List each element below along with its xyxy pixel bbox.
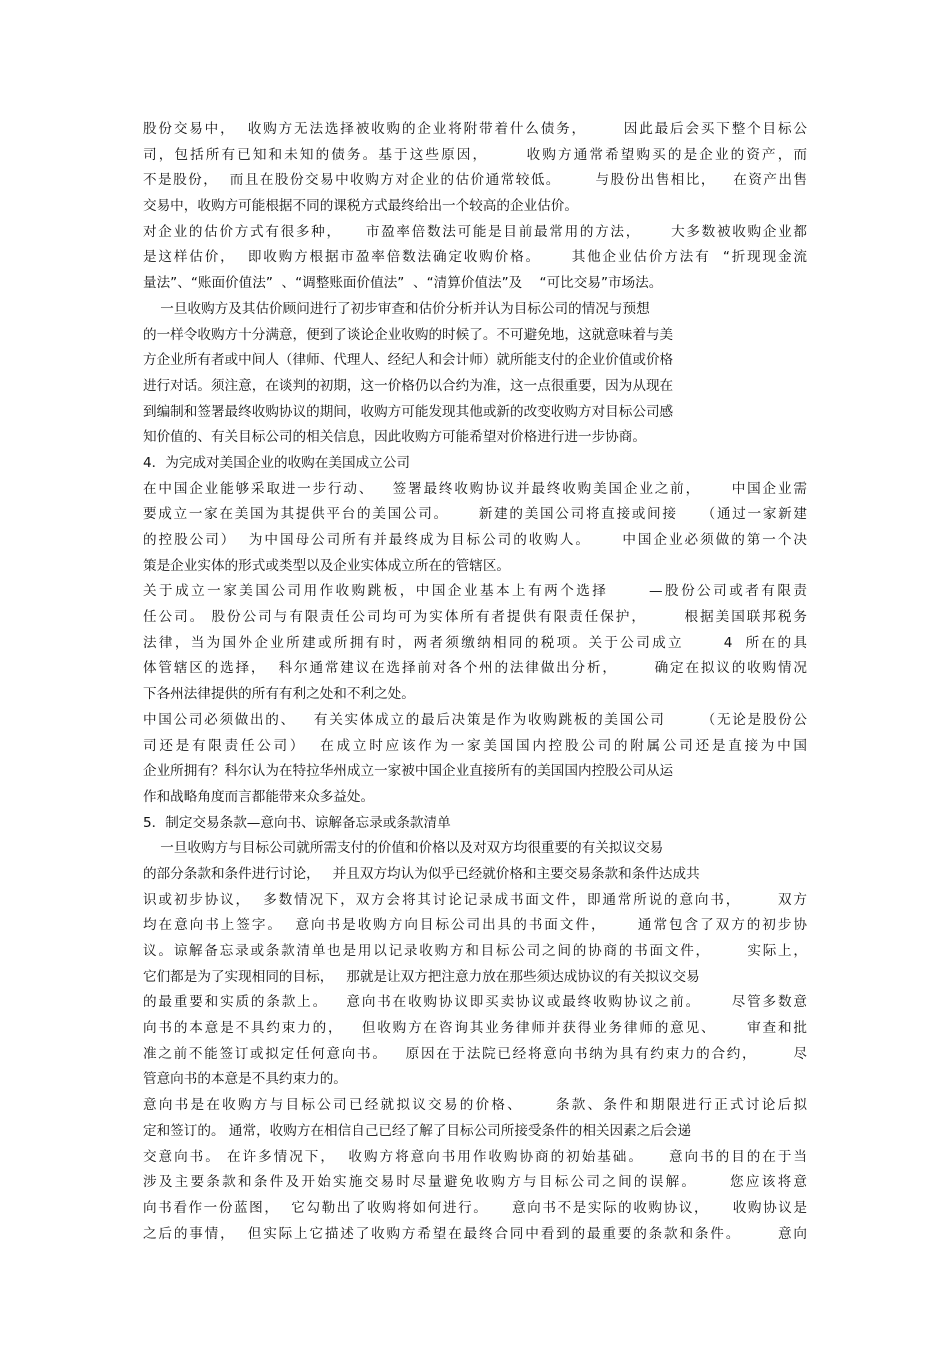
text-line: 涉及主要条款和条件及开始实施交易时尽量避免收购方与目标公司之间的误解。 您应该将意: [143, 1174, 807, 1191]
text-line: 议。谅解备忘录或条款清单也是用以记录收购方和目标公司之间的协商的书面文件， 实际上，: [143, 943, 807, 959]
text-line: 方企业所有者或中间人（律师、代理人、经纪人和会计师）就所能支付的企业价值或价格: [143, 352, 674, 369]
text-line: 交意向书。 在许多情况下， 收购方将意向书用作收购协商的初始基础。 意向书的目的在于当: [143, 1148, 807, 1165]
text-line: 下各州法律提供的所有有利之处和不利之处。: [143, 686, 415, 703]
text-line: 准之前不能签订或拟定任何意向书。 原因在于法院已经将意向书纳为具有约束力的合约， 尽: [143, 1045, 807, 1062]
text-line: 中国公司必须做出的、 有关实体成立的最后决策是作为收购跳板的美国公司 （无论是股份公: [143, 711, 807, 728]
text-line: 关于成立一家美国公司用作收购跳板，中国企业基本上有两个选择 —股份公司或者有限责: [143, 583, 807, 600]
text-line: 是这样估价， 即收购方根据市盈率倍数法确定收购价格。 其他企业估价方法有 “折现现金流: [143, 249, 807, 266]
text-line: 定和签订的。 通常，收购方在相信自己已经了解了目标公司所接受条件的相关因素之后会递: [143, 1122, 692, 1139]
text-line: 策是企业实体的形式或类型以及企业实体成立所在的管辖区。: [143, 557, 511, 574]
text-line: 的控股公司） 为中国母公司所有并最终成为目标公司的收购人。 中国企业必须做的第一个决: [143, 532, 807, 548]
text-line: 意向书是在收购方与目标公司已经就拟议交易的价格、 条款、条件和期限进行正式讨论后拟: [143, 1097, 807, 1114]
section-heading: 5．制定交易条款—意向书、谅解备忘录或条款清单: [143, 814, 451, 831]
text-line: 管意向书的本意是不具约束力的。: [143, 1071, 347, 1088]
text-line: 向书看作一份蓝图， 它勾勒出了收购将如何进行。 意向书不是实际的收购协议， 收购协议是: [143, 1199, 807, 1216]
text-line: 的部分条款和条件进行讨论， 并且双方均认为似乎已经就价格和主要交易条款和条件达成共: [143, 865, 700, 882]
text-line: 任公司。 股份公司与有限责任公司均可为实体所有者提供有限责任保护， 根据美国联邦税务: [143, 609, 807, 626]
text-line: 均在意向书上签字。 意向书是收购方向目标公司出具的书面文件， 通常包含了双方的初步协: [143, 917, 807, 934]
text-line: 要成立一家在美国为其提供平台的美国公司。 新建的美国公司将直接或间接 （通过一家新建: [143, 506, 807, 523]
text-line: 一旦收购方及其估价顾问进行了初步审查和估价分析并认为目标公司的情况与预想: [143, 300, 650, 317]
text-line: 的一样令收购方十分满意，便到了谈论企业收购的时候了。不可避免地，这就意味着与美: [143, 326, 674, 343]
text-line: 企业所拥有？科尔认为在特拉华州成立一家被中国企业直接所有的美国国内控股公司从运: [143, 763, 674, 780]
text-line: 到编制和签署最终收购协议的期间，收购方可能发现其他或新的改变收购方对目标公司感: [143, 403, 674, 420]
text-line: 之后的事情， 但实际上它描述了收购方希望在最终合同中看到的最重要的条款和条件。 意向: [143, 1225, 807, 1242]
text-line: 作和战略角度而言都能带来众多益处。: [143, 788, 375, 805]
text-line: 它们都是为了实现相同的目标， 那就是让双方把注意力放在那些须达成协议的有关拟议交易: [143, 968, 700, 985]
text-line: 知价值的、有关目标公司的相关信息，因此收购方可能希望对价格进行进一步协商。: [143, 429, 646, 446]
text-line: 识或初步协议， 多数情况下，双方会将其讨论记录成书面文件，即通常所说的意向书， 双方: [143, 891, 807, 908]
text-line: 在中国企业能够采取进一步行动、 签署最终收购协议并最终收购美国企业之前， 中国企业需: [143, 480, 807, 497]
text-line: 向书的本意是不具约束力的， 但收购方在咨询其业务律师并获得业务律师的意见、 审查和批: [143, 1020, 807, 1037]
text-line: 交易中，收购方可能根据不同的课税方式最终给出一个较高的企业估价。: [143, 198, 578, 215]
text-line: 司，包括所有已知和未知的债务。基于这些原因， 收购方通常希望购买的是企业的资产，而: [143, 146, 807, 163]
document-body: [143, 117, 807, 1247]
text-line: 对企业的估价方式有很多种， 市盈率倍数法可能是目前最常用的方法， 大多数被收购企业都: [143, 223, 807, 240]
text-line: 不是股份， 而且在股份交易中收购方对企业的估价通常较低。 与股份出售相比， 在资产出售: [143, 172, 807, 189]
text-line: 量法”、“账面价值法” 、“调整账面价值法” 、“清算价值法”及 “可比交易”市场法。: [143, 275, 663, 292]
text-line: 的最重要和实质的条款上。 意向书在收购协议即买卖协议或最终收购协议之前。 尽管多数意: [143, 994, 807, 1011]
text-line: 法律，当为国外企业所建或所拥有时，两者须缴纳相同的税项。关于公司成立 4 所在的具: [143, 634, 807, 651]
text-line: 一旦收购方与目标公司就所需支付的价值和价格以及对双方均很重要的有关拟议交易: [143, 840, 664, 857]
text-line: 股份交易中， 收购方无法选择被收购的企业将附带着什么债务， 因此最后会买下整个目标公: [143, 121, 807, 137]
text-line: 司还是有限责任公司） 在成立时应该作为一家美国国内控股公司的附属公司还是直接为中国: [143, 737, 807, 754]
text-line: 体管辖区的选择， 科尔通常建议在选择前对各个州的法律做出分析， 确定在拟议的收购情况: [143, 660, 807, 677]
text-line: 进行对话。须注意，在谈判的初期，这一价格仍以合约为准，这一点很重要，因为从现在: [143, 377, 674, 394]
section-heading: 4．为完成对美国企业的收购在美国成立公司: [143, 454, 410, 471]
